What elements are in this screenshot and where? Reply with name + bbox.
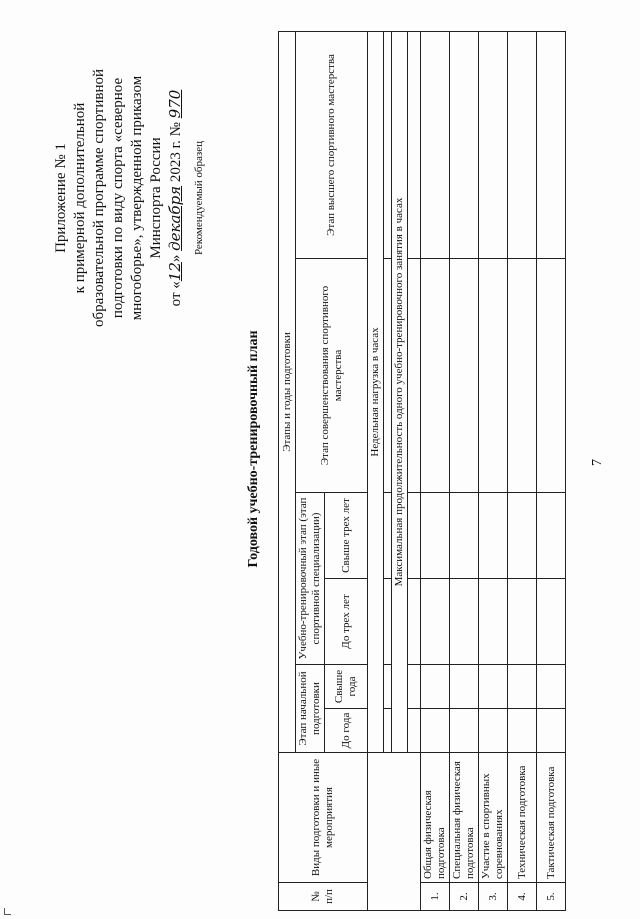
cell (508, 665, 537, 709)
cell (450, 31, 479, 258)
header-stage-higher: Этап высшего спортивного мастерства (296, 31, 368, 258)
cell (421, 665, 450, 709)
header-num: № п/п (279, 883, 368, 911)
cell (421, 259, 450, 493)
plan-title: Годовой учебно-тренировочный план (246, 330, 261, 568)
table-row (421, 31, 450, 910)
row-number: 3. (479, 883, 508, 911)
cell (479, 665, 508, 709)
row-number: 5. (537, 883, 566, 911)
appendix-line: многоборье», утвержденной приказом (129, 75, 145, 321)
cell (450, 259, 479, 493)
header-activity: Виды подготовки и иные мероприятия (279, 753, 368, 883)
table-row (537, 31, 566, 910)
page-number: 7 (590, 459, 605, 466)
cell (537, 665, 566, 709)
appendix-header (52, 48, 209, 348)
cell (408, 31, 421, 258)
table-row (450, 31, 479, 910)
cell (508, 493, 537, 579)
cell (408, 259, 421, 493)
appendix-line: подготовки по виду спорта «северное (110, 77, 126, 319)
row-activity: Техническая подготовка (508, 753, 537, 883)
header-up-to-three: До трех лет (325, 579, 368, 665)
cell (384, 493, 392, 579)
cell (479, 579, 508, 665)
cell (421, 31, 450, 258)
scan-corner-mark (4, 908, 11, 915)
cell (408, 709, 421, 753)
cell (508, 709, 537, 753)
cell (384, 709, 392, 753)
header-stage-initial: Этап начальной подготовки (296, 665, 325, 753)
appendix-line: Минспорта России (148, 137, 164, 259)
cell (408, 579, 421, 665)
cell (384, 259, 392, 493)
cell (421, 493, 450, 579)
header-stages: Этапы и годы подготовки (279, 31, 296, 752)
cell (537, 579, 566, 665)
date-year: 2023 г. № (168, 118, 184, 186)
cell (421, 579, 450, 665)
order-number: 970 (166, 89, 184, 119)
row-activity: Общая физическая подготовка (421, 753, 450, 883)
cell (479, 709, 508, 753)
header-stage-improvement: Этап совершенствования спортивного мастерства (296, 259, 368, 493)
header-over-three: Свыше трех лет (325, 493, 368, 579)
order-date-line (166, 48, 186, 348)
cell (450, 709, 479, 753)
cell (508, 31, 537, 258)
cell (479, 31, 508, 258)
date-mid: » (168, 250, 184, 263)
row-activity: Тактическая подготовка (537, 753, 566, 883)
recommended-sample: Рекомендуемый образец (193, 140, 205, 256)
cell (408, 665, 421, 709)
weekly-load-label: Недельная нагрузка в часах (368, 31, 384, 752)
appendix-line: к примерной дополнительной (72, 102, 88, 294)
max-duration-label: Максимальная продолжительность одного учебно-тренировочного занятия в часах (392, 31, 408, 752)
row-activity: Участие в спортивных соревнованиях (479, 753, 508, 883)
cell (479, 493, 508, 579)
cell (450, 579, 479, 665)
cell (450, 493, 479, 579)
header-over-year: Свыше года (325, 665, 368, 709)
cell (508, 579, 537, 665)
cell (537, 709, 566, 753)
appendix-line: Приложение № 1 (53, 143, 69, 253)
row-number: 1. (421, 883, 450, 911)
header-up-to-year: До года (325, 709, 368, 753)
cell (508, 259, 537, 493)
cell (384, 579, 392, 665)
date-month: декабря (166, 185, 184, 251)
row-activity: Специальная физическая подготовка (450, 753, 479, 883)
table-row (479, 31, 508, 910)
cell (408, 493, 421, 579)
training-plan-table (278, 31, 566, 911)
cell (384, 31, 392, 258)
cell (450, 665, 479, 709)
row-number: 4. (508, 883, 537, 911)
cell (537, 31, 566, 258)
cell (421, 709, 450, 753)
date-day: 12 (166, 262, 184, 282)
cell (537, 493, 566, 579)
cell (479, 259, 508, 493)
appendix-line: образовательной программе спортивной (91, 68, 107, 328)
cell (384, 665, 392, 709)
header-blank (368, 753, 421, 911)
table-row (508, 31, 537, 910)
cell (537, 259, 566, 493)
date-prefix: от « (168, 281, 184, 307)
row-number: 2. (450, 883, 479, 911)
header-stage-training: Учебно-тренировочный этап (этап спортивной специализации) (296, 493, 325, 665)
